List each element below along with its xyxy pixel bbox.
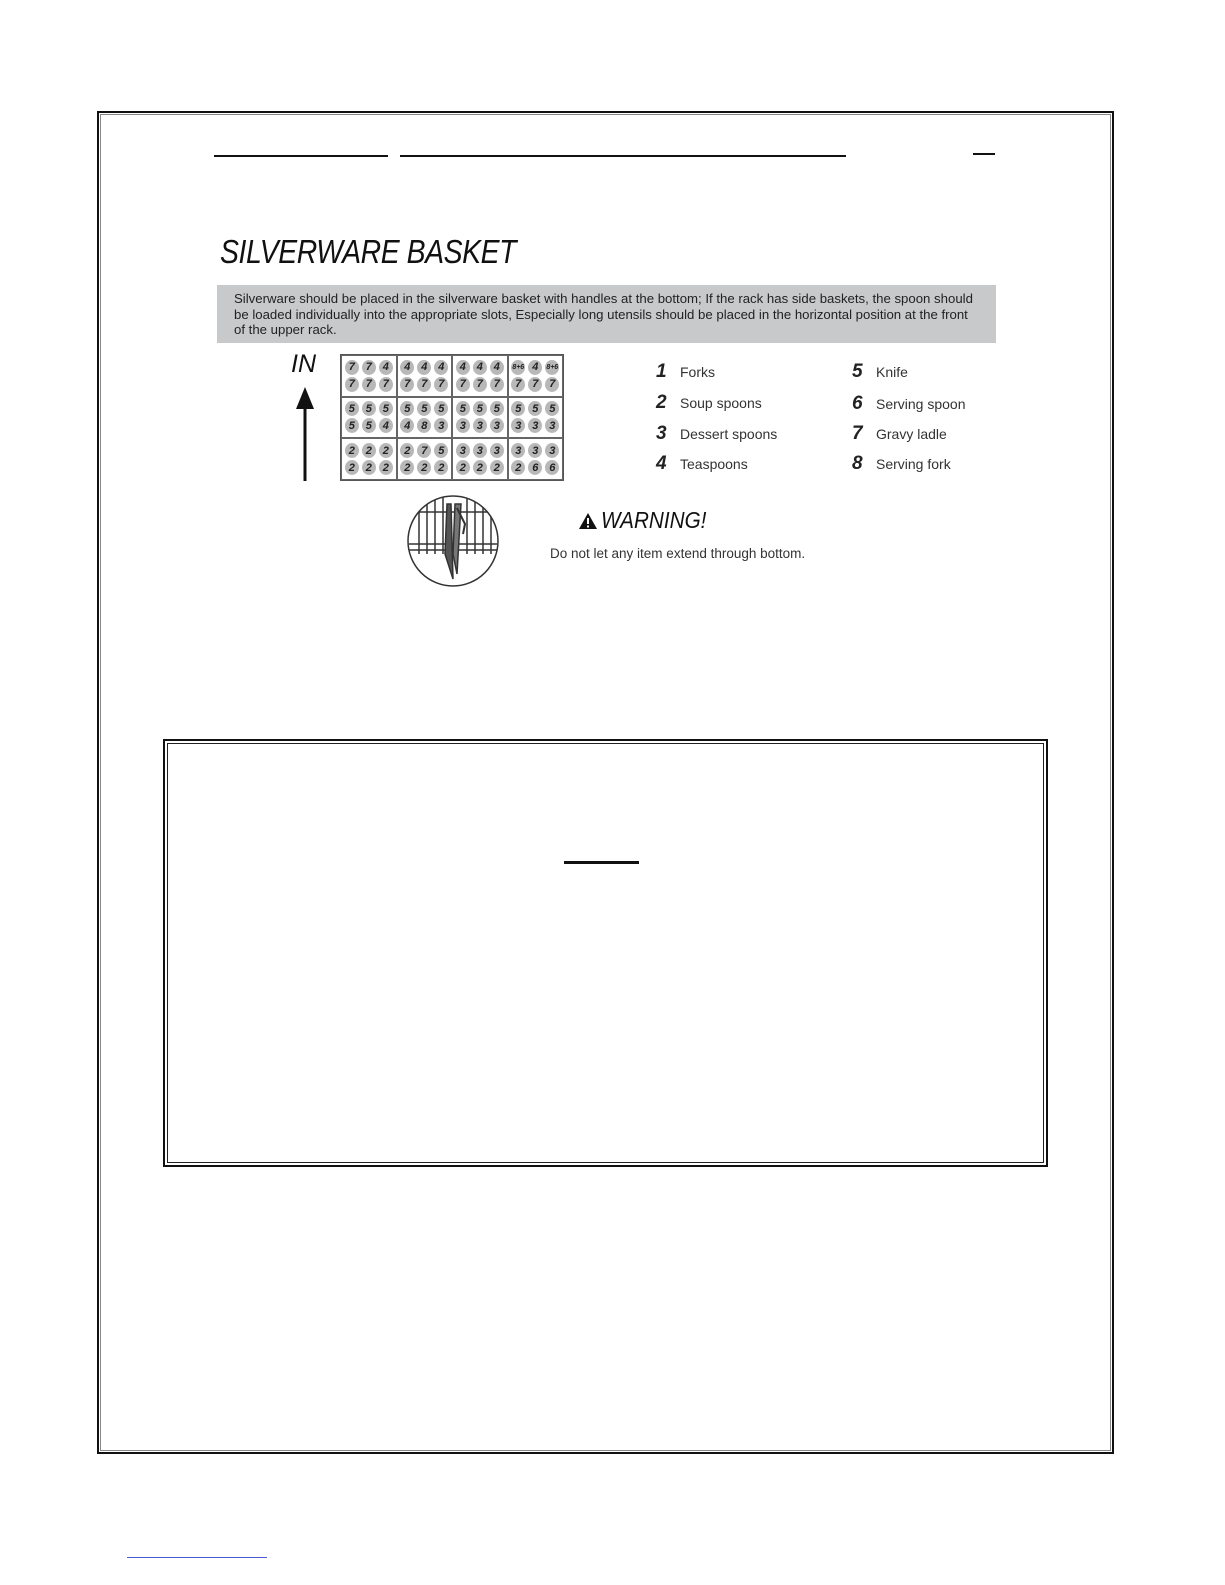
basket-cell-row — [400, 443, 448, 458]
basket-slot: 2 — [400, 443, 414, 458]
basket-cell — [341, 438, 397, 480]
basket-slot: 5 — [456, 401, 470, 416]
basket-slot: 5 — [345, 401, 359, 416]
basket-closeup-illustration — [405, 494, 501, 588]
basket-slot: 2 — [345, 460, 359, 475]
legend-number: 6 — [852, 393, 863, 414]
basket-cell-row — [400, 418, 448, 433]
direction-label: IN — [291, 350, 316, 378]
basket-cell-row — [456, 377, 504, 392]
silverware-basket-grid — [340, 354, 564, 481]
basket-cell-row — [456, 360, 504, 375]
basket-slot: 6 — [545, 460, 559, 475]
legend-item-forks — [656, 361, 715, 383]
basket-cell-row — [345, 401, 393, 416]
basket-slot: 2 — [511, 460, 525, 475]
basket-slot: 7 — [456, 377, 470, 392]
basket-slot: 3 — [511, 443, 525, 458]
legend-item-gravy-ladle — [852, 423, 947, 445]
basket-slot: 5 — [400, 401, 414, 416]
basket-cell — [341, 355, 397, 397]
basket-slot: 3 — [511, 418, 525, 433]
basket-slot: 7 — [545, 377, 559, 392]
notice-title-rule — [564, 861, 639, 864]
basket-slot: 7 — [434, 377, 448, 392]
basket-slot: 8 — [417, 418, 431, 433]
basket-slot: 3 — [473, 418, 487, 433]
basket-cell-row — [400, 377, 448, 392]
basket-slot: 2 — [400, 460, 414, 475]
basket-cell-row — [511, 377, 559, 392]
basket-slot: 2 — [362, 460, 376, 475]
basket-slot: 3 — [490, 418, 504, 433]
basket-cell — [341, 397, 397, 439]
basket-cell — [452, 355, 508, 397]
legend-number: 5 — [852, 361, 863, 382]
basket-cell-row — [456, 401, 504, 416]
legend-item-serving-fork — [852, 453, 951, 475]
warning-title: WARNING! — [601, 507, 707, 533]
basket-cell-row — [511, 401, 559, 416]
basket-cell-row — [400, 460, 448, 475]
basket-slot: 5 — [417, 401, 431, 416]
basket-slot: 7 — [400, 377, 414, 392]
basket-slot: 2 — [362, 443, 376, 458]
basket-cell-row — [456, 443, 504, 458]
basket-slot: 4 — [473, 360, 487, 375]
basket-cell-row — [345, 418, 393, 433]
basket-cell — [508, 397, 564, 439]
basket-slot: 2 — [379, 443, 393, 458]
basket-slot: 8+6 — [545, 360, 559, 375]
basket-slot: 5 — [434, 443, 448, 458]
basket-cell — [397, 397, 453, 439]
legend-label: Gravy ladle — [876, 426, 947, 442]
header-rule-2 — [400, 155, 846, 157]
basket-cell — [397, 355, 453, 397]
legend-number: 4 — [656, 453, 667, 474]
basket-slot: 7 — [473, 377, 487, 392]
basket-slot: 2 — [434, 460, 448, 475]
basket-slot: 3 — [473, 443, 487, 458]
warning-icon — [578, 512, 598, 530]
basket-slot: 5 — [545, 401, 559, 416]
legend-label: Forks — [680, 364, 715, 380]
basket-slot: 5 — [345, 418, 359, 433]
basket-cell-row — [345, 377, 393, 392]
page-title: SILVERWARE BASKET — [220, 233, 517, 270]
legend-number: 1 — [656, 361, 667, 382]
basket-slot: 7 — [417, 443, 431, 458]
basket-cell-row — [511, 418, 559, 433]
legend-label: Dessert spoons — [680, 426, 778, 442]
legend-number: 8 — [852, 453, 863, 474]
basket-slot: 7 — [511, 377, 525, 392]
legend-number: 7 — [852, 423, 863, 444]
basket-slot: 4 — [379, 360, 393, 375]
legend-label: Teaspoons — [680, 456, 748, 472]
basket-slot: 7 — [379, 377, 393, 392]
basket-slot: 4 — [417, 360, 431, 375]
basket-slot: 6 — [528, 460, 542, 475]
legend-item-soup-spoons — [656, 392, 762, 414]
up-arrow-icon — [290, 385, 320, 483]
basket-cell-row — [456, 460, 504, 475]
basket-cell-row — [345, 360, 393, 375]
basket-slot: 2 — [473, 460, 487, 475]
basket-cell-row — [345, 443, 393, 458]
basket-slot: 4 — [400, 360, 414, 375]
basket-slot: 8+6 — [511, 360, 525, 375]
basket-slot: 2 — [490, 460, 504, 475]
basket-slot: 2 — [345, 443, 359, 458]
basket-slot: 3 — [456, 443, 470, 458]
legend-label: Serving fork — [876, 456, 951, 472]
header-rule-1 — [214, 155, 388, 157]
basket-slot: 5 — [362, 401, 376, 416]
basket-cell-row — [456, 418, 504, 433]
basket-slot: 5 — [511, 401, 525, 416]
basket-slot: 7 — [490, 377, 504, 392]
basket-cell-row — [345, 460, 393, 475]
legend-number: 2 — [656, 392, 667, 413]
legend-item-serving-spoon — [852, 393, 966, 415]
basket-cell-row — [511, 443, 559, 458]
basket-slot: 2 — [417, 460, 431, 475]
legend-label: Serving spoon — [876, 396, 966, 412]
warning-heading — [578, 507, 718, 534]
basket-slot: 4 — [490, 360, 504, 375]
warning-text: Do not let any item extend through bottom. — [550, 546, 806, 561]
basket-slot: 5 — [362, 418, 376, 433]
legend-label: Soup spoons — [680, 395, 762, 411]
basket-slot: 5 — [473, 401, 487, 416]
basket-cell — [452, 397, 508, 439]
basket-slot: 5 — [434, 401, 448, 416]
legend-item-dessert-spoons — [656, 423, 777, 445]
basket-slot: 2 — [456, 460, 470, 475]
instruction-text: Silverware should be placed in the silverware basket with handles at the bottom; If the rack has side baskets, the spoon should be loaded individually into the appropriate slots, Especially long utensils should be placed in the horizontal position at the front of the upper rack. — [217, 285, 996, 343]
basket-slot: 5 — [528, 401, 542, 416]
legend-number: 3 — [656, 423, 667, 444]
basket-slot: 5 — [379, 401, 393, 416]
basket-slot: 5 — [490, 401, 504, 416]
basket-slot: 3 — [545, 443, 559, 458]
basket-slot: 7 — [528, 377, 542, 392]
basket-cell-row — [511, 460, 559, 475]
basket-slot: 2 — [379, 460, 393, 475]
legend-item-teaspoons — [656, 453, 748, 475]
notice-box — [163, 739, 1048, 1167]
basket-cell-row — [400, 401, 448, 416]
legend-item-knife — [852, 361, 908, 383]
footer-link-underline — [127, 1557, 267, 1558]
basket-slot: 7 — [345, 360, 359, 375]
header-rule-3 — [973, 153, 995, 155]
basket-slot: 4 — [528, 360, 542, 375]
basket-slot: 4 — [379, 418, 393, 433]
basket-slot: 3 — [456, 418, 470, 433]
basket-slot: 4 — [400, 418, 414, 433]
basket-cell-row — [400, 360, 448, 375]
basket-slot: 3 — [528, 443, 542, 458]
basket-slot: 3 — [545, 418, 559, 433]
legend-label: Knife — [876, 364, 908, 380]
basket-slot: 3 — [490, 443, 504, 458]
basket-slot: 7 — [345, 377, 359, 392]
basket-slot: 7 — [417, 377, 431, 392]
basket-slot: 4 — [434, 360, 448, 375]
basket-slot: 7 — [362, 360, 376, 375]
basket-slot: 3 — [528, 418, 542, 433]
basket-cell — [452, 438, 508, 480]
basket-slot: 3 — [434, 418, 448, 433]
basket-slot: 7 — [362, 377, 376, 392]
basket-cell-row — [511, 360, 559, 375]
basket-cell — [508, 355, 564, 397]
basket-cell — [508, 438, 564, 480]
basket-slot: 4 — [456, 360, 470, 375]
basket-cell — [397, 438, 453, 480]
